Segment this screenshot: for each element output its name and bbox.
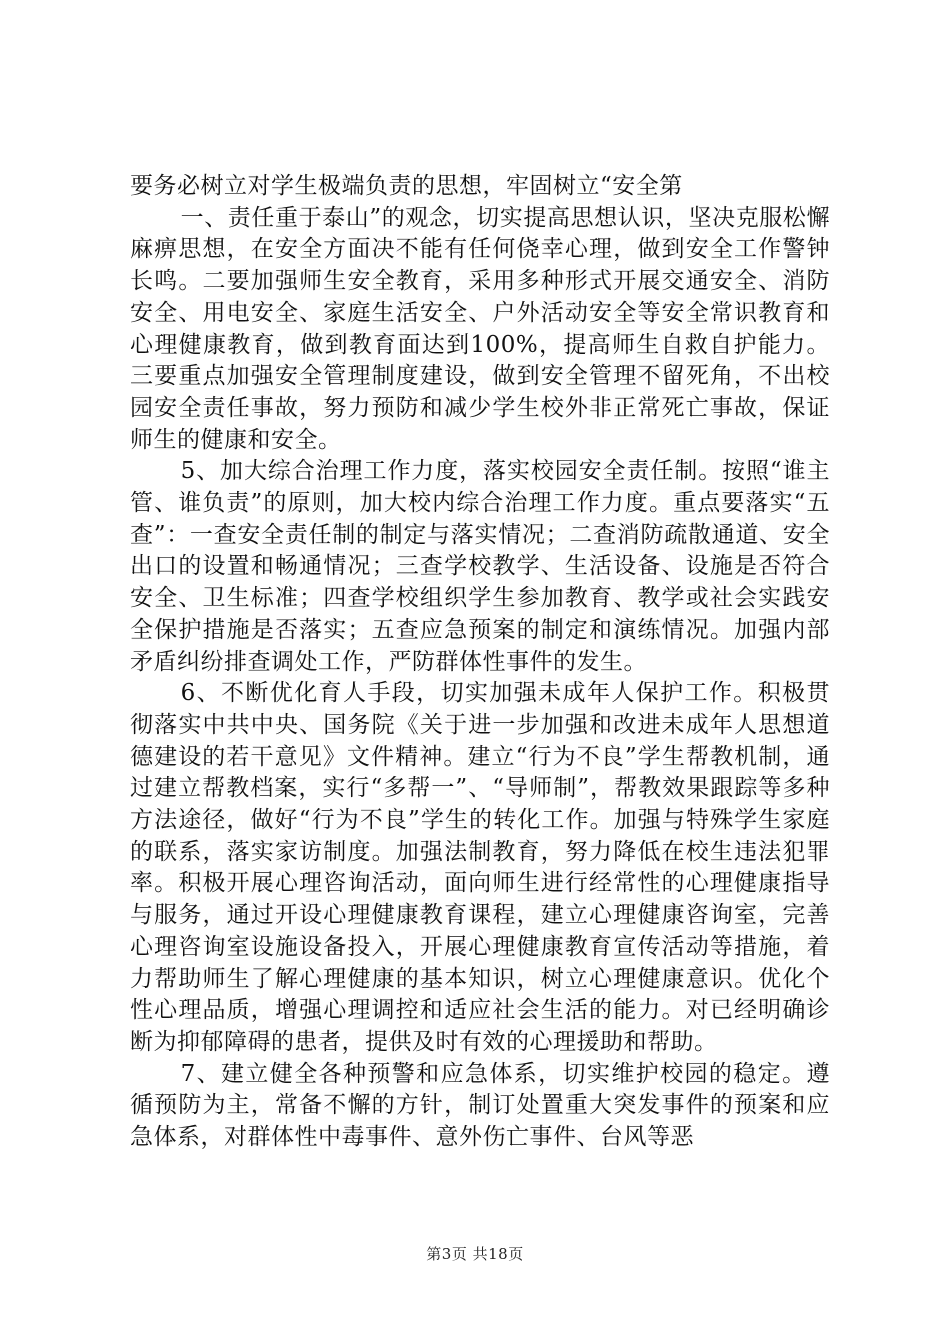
paragraph-safety-responsibility: 一、责任重于泰山”的观念，切实提高思想认识，坚决克服松懈麻痹思想，在安全方面决不能有任何侥幸心理，做到安全工作警钟长鸣。二要加强师生安全教育，采用多种形式开展交通安全、消防安全、用电安全、家庭生活安全、户外活动安全等安全常识教育和心理健康教育，做到教育面达到100%，提高师生自救自护能力。三要重点加强安全管理制度建设，做到安全管理不留死角，不出校园安全责任事故，努力预防和减少学生校外非正常死亡事故，保证师生的健康和安全。 <box>130 204 830 453</box>
page-footer: 第3页 共18页 <box>426 1245 524 1263</box>
paragraph-continuation: 要务必树立对学生极端负责的思想，牢固树立“安全第 <box>130 173 683 199</box>
document-body <box>130 171 830 1154</box>
paragraph-item-7: 7、建立健全各种预警和应急体系，切实维护校园的稳定。遵循预防为主，常备不懈的方针，制订处置重大突发事件的预案和应急体系，对群体性中毒事件、意外伤亡事件、台风等恶 <box>130 1060 830 1151</box>
paragraph-item-6: 6、不断优化育人手段，切实加强未成年人保护工作。积极贯彻落实中共中央、国务院《关于进一步加强和改进未成年人思想道德建设的若干意见》文件精神。建立“行为不良”学生帮教机制，通过建立帮教档案，实行“多帮一”、“导师制”，帮教效果跟踪等多种方法途径，做好“行为不良”学生的转化工作。加强与特殊学生家庭的联系，落实家访制度。加强法制教育，努力降低在校生违法犯罪率。积极开展心理咨询活动，面向师生进行经常性的心理健康指导与服务，通过开设心理健康教育课程，建立心理健康咨询室，完善心理咨询室设施设备投入，开展心理健康教育宣传活动等措施，着力帮助师生了解心理健康的基本知识，树立心理健康意识。优化个性心理品质，增强心理调控和适应社会生活的能力。对已经明确诊断为抑郁障碍的患者，提供及时有效的心理援助和帮助。 <box>130 680 830 1055</box>
paragraph-item-5: 5、加大综合治理工作力度，落实校园安全责任制。按照“谁主管、谁负责”的原则，加大校内综合治理工作力度。重点要落实“五查”：一查安全责任制的制定与落实情况；二查消防疏散通道、安全出口的设置和畅通情况；三查学校教学、生活设备、设施是否符合安全、卫生标准；四查学校组织学生参加教育、教学或社会实践安全保护措施是否落实；五查应急预案的制定和演练情况。加强内部矛盾纠纷排查调处工作，严防群体性事件的发生。 <box>130 458 830 675</box>
